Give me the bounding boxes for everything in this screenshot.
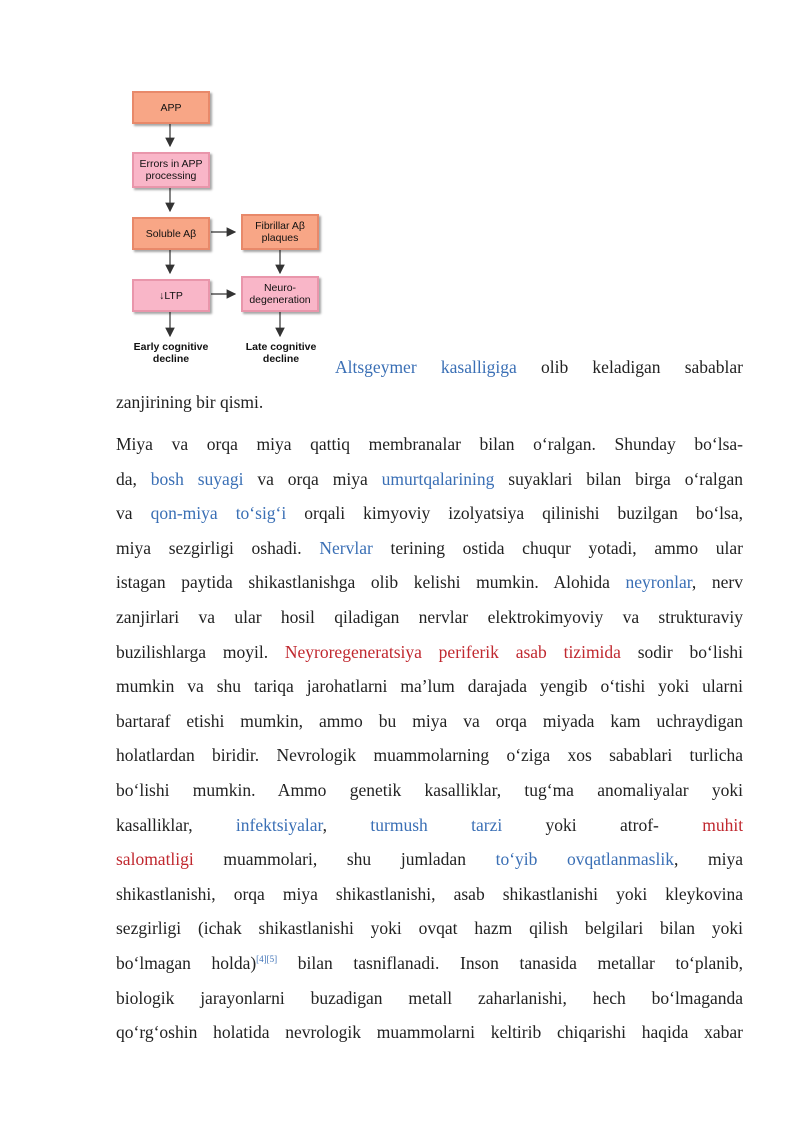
body-line: va qon-miya toʻsigʻi orqali kimyoviy izolyatsiya qilinishi buzilgan boʻlsa,	[116, 503, 743, 524]
body-line: bartaraf etishi mumkin, ammo bu miya va orqa miyada kam uchraydigan	[116, 710, 743, 731]
body-line: da, bosh suyagi va orqa miya umurtqalarining suyaklari bilan birga oʻralgan	[116, 468, 744, 489]
link-salomatligi[interactable]: salomatligi	[116, 849, 194, 870]
box-app: APP	[132, 91, 210, 124]
link-turmush[interactable]: turmush	[370, 814, 428, 835]
box-errors-app-processing: Errors in APP processing	[132, 152, 210, 188]
citation-4-5[interactable]: [4][5]	[256, 953, 278, 964]
link-neyroregeneratsiya[interactable]: Neyroregeneratsiya periferik asab tizimida	[284, 641, 621, 662]
body-line: istagan paytida shikastlanishga olib kelishi mumkin. Alohida neyronlar, nerv	[116, 572, 743, 593]
body-line: qoʻrgʻoshin holatida nevrologik muammolarni keltirib chiqarishi haqida xabar	[116, 1022, 743, 1043]
late-cognitive-decline: Late cognitive decline	[245, 341, 317, 365]
link-kasalligiga[interactable]: kasalligiga	[440, 357, 517, 377]
link-qon-miya-tosigi[interactable]: qon-miya toʻsigʻi	[150, 503, 287, 524]
body-line: boʻlmagan holda)[4][5] bilan tasniflanadi. Inson tanasida metallar toʻplanib,	[116, 952, 744, 973]
body-line: Miya va orqa miya qattiq membranalar bilan oʻralgan. Shunday boʻlsa-	[116, 434, 743, 454]
pathway-diagram	[120, 80, 330, 370]
body-line: kasalliklar, infektsiyalar, turmush tarzi yoki atrof- muhit	[116, 814, 744, 835]
body-line: zanjirlari va ular hosil qiladigan nervlar elektrokimyoviy va strukturaviy	[116, 606, 743, 627]
link-ovqatlanmaslik[interactable]: ovqatlanmaslik	[567, 849, 674, 870]
body-line: buzilishlarga moyil. Neyroregeneratsiya periferik asab tizimida sodir boʻlishi	[116, 641, 743, 662]
link-bosh-suyagi[interactable]: bosh suyagi	[150, 468, 244, 489]
link-umurtqalarining[interactable]: umurtqalarining	[381, 468, 495, 489]
box-ltp: ↓LTP	[132, 279, 210, 312]
body-line: holatlardan biridir. Nevrologik muammolarning oʻziga xos sabablari turlicha	[116, 745, 743, 766]
link-infektsiyalar[interactable]: infektsiyalar	[235, 814, 323, 835]
figure-caption	[116, 350, 743, 419]
body-line: mumkin va shu tariqa jarohatlarni maʼlum darajada yengib oʻtishi yoki ularni	[116, 676, 743, 697]
link-altsgeymer[interactable]: Altsgeymer	[335, 357, 417, 377]
body-line: sezgirligi (ichak shikastlanishi yoki ovqat hazm qilish belgilari bilan yoki	[116, 918, 743, 939]
body-line: boʻlishi mumkin. Ammo genetik kasalliklar, tugʻma anomaliyalar yoki	[116, 779, 743, 800]
body-line: miya sezgirligi oshadi. Nervlar terining ostida chuqur yotadi, ammo ular	[116, 537, 743, 558]
link-toyib[interactable]: toʻyib	[495, 849, 538, 870]
link-nervlar[interactable]: Nervlar	[319, 537, 373, 558]
caption-line-1: Altsgeymer kasalligiga olib keladigan sabablar	[335, 357, 744, 377]
body-line: shikastlanishi, orqa miya shikastlanishi, asab shikastlanishi yoki kleykovina	[116, 883, 743, 904]
early-cognitive-decline: Early cognitive decline	[133, 341, 209, 365]
caption-line-2: zanjirining bir qismi.	[116, 391, 264, 412]
box-soluble-abeta: Soluble Aβ	[132, 217, 210, 250]
link-muhit[interactable]: muhit	[702, 814, 744, 835]
link-tarzi[interactable]: tarzi	[471, 814, 503, 835]
body-line: biologik jarayonlarni buzadigan metall zaharlanishi, hech boʻlmaganda	[116, 987, 743, 1008]
body-line: salomatligi muammolari, shu jumladan toʻyib ovqatlanmaslik, miya	[116, 849, 743, 870]
box-fibrillar-abeta-plaques: Fibrillar Aβ plaques	[241, 214, 319, 250]
link-neyronlar[interactable]: neyronlar	[625, 572, 692, 593]
body-paragraph	[116, 427, 743, 1050]
box-neurodegeneration: Neuro-degeneration	[241, 276, 319, 312]
